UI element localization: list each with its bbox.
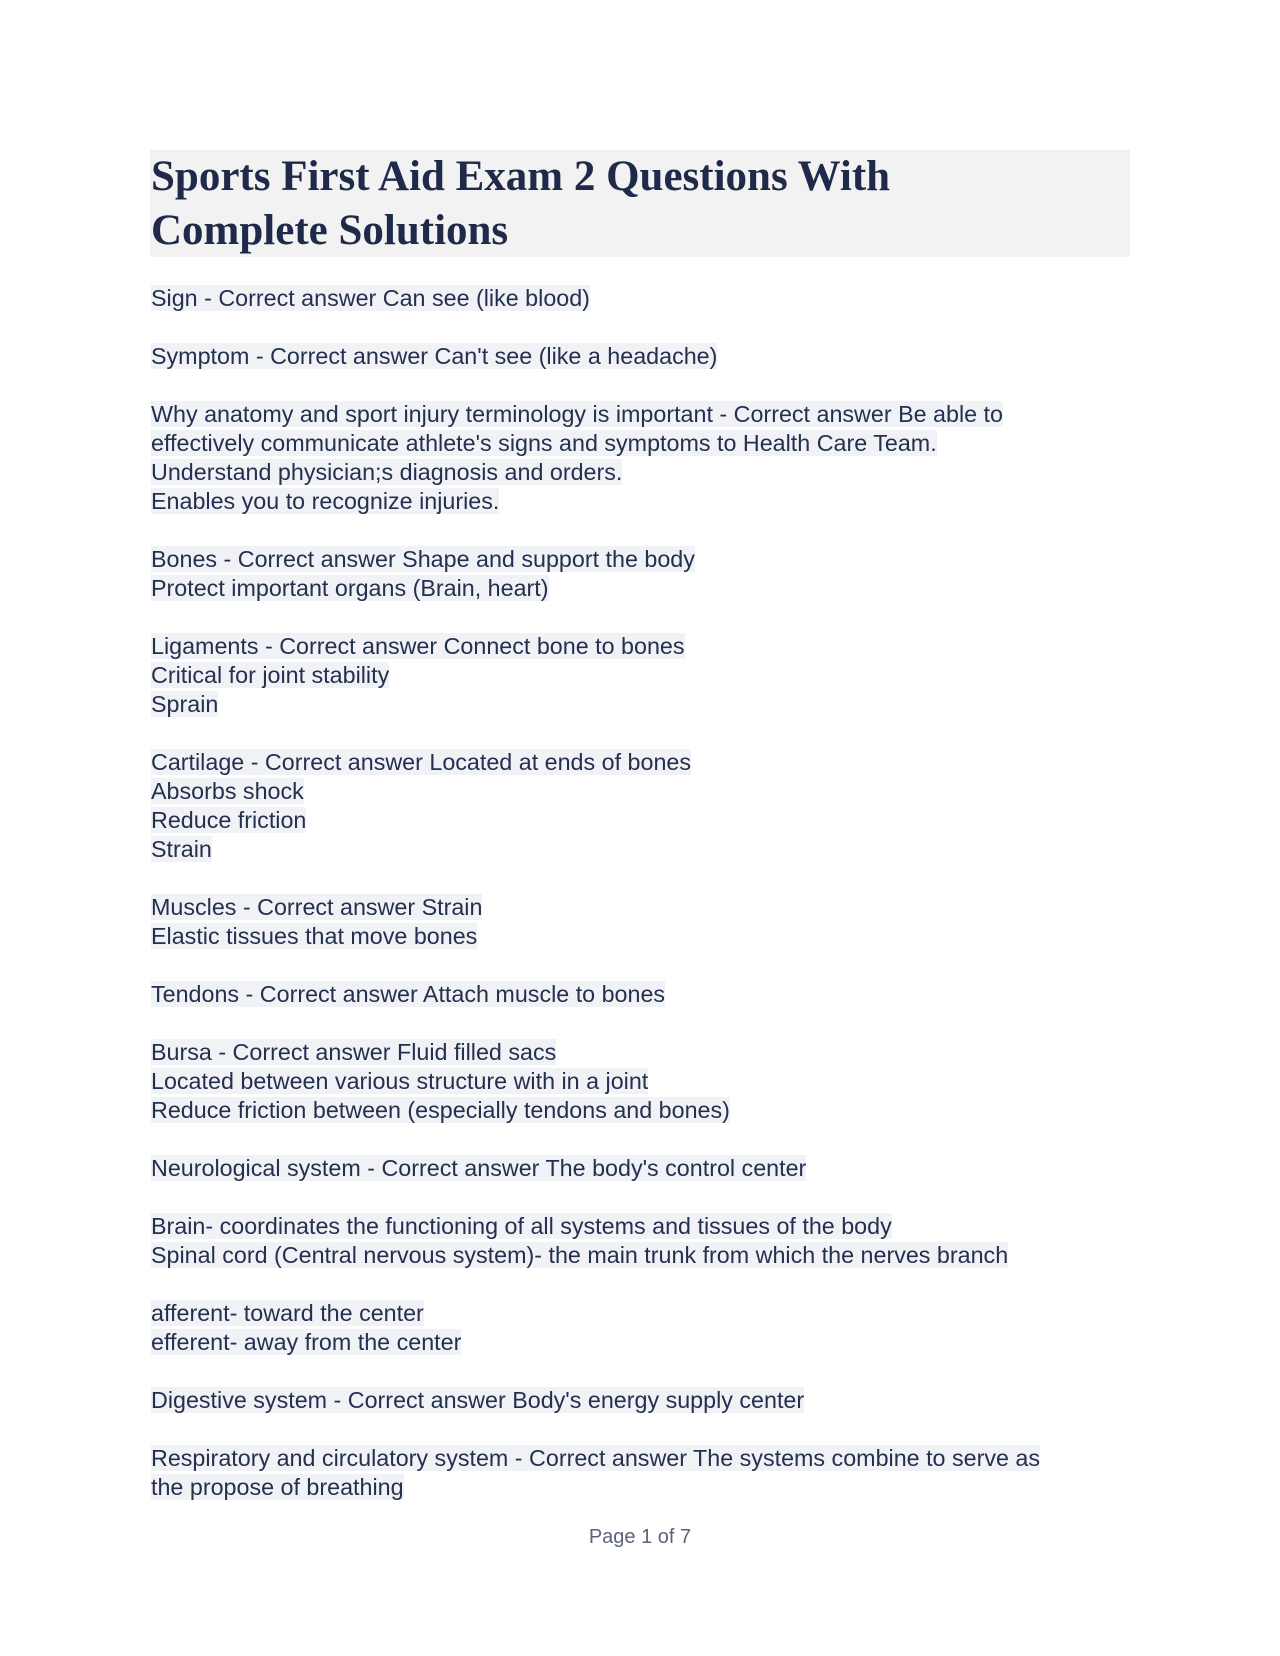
paragraph-line-text: Neurological system - Correct answer The body's control center xyxy=(151,1155,807,1181)
paragraph-line-text: afferent- toward the center xyxy=(151,1300,424,1326)
paragraph-line-text: Understand physician;s diagnosis and orders. xyxy=(151,459,623,485)
qa-paragraph xyxy=(151,1212,1131,1270)
paragraph-line-text: Sign - Correct answer Can see (like blood) xyxy=(151,285,590,311)
paragraph-line-text: Absorbs shock xyxy=(151,778,304,804)
paragraph-line xyxy=(151,1096,1131,1125)
paragraph-line xyxy=(151,342,1131,371)
paragraph-line xyxy=(151,1473,1131,1502)
paragraph-line-text: the propose of breathing xyxy=(151,1474,404,1500)
paragraph-line-text: Reduce friction between (especially tendons and bones) xyxy=(151,1097,730,1123)
paragraph-line-text: Spinal cord (Central nervous system)- the main trunk from which the nerves branch xyxy=(151,1242,1009,1268)
title-line: Sports First Aid Exam 2 Questions With xyxy=(151,153,891,200)
qa-paragraph xyxy=(151,400,1131,516)
paragraph-line-text: Digestive system - Correct answer Body's energy supply center xyxy=(151,1387,805,1413)
paragraph-line-text: Muscles - Correct answer Strain xyxy=(151,894,483,920)
paragraph-line xyxy=(151,690,1131,719)
paragraph-line-text: Elastic tissues that move bones xyxy=(151,923,478,949)
paragraph-line-text: efferent- away from the center xyxy=(151,1329,462,1355)
paragraph-line-text: Located between various structure with in a joint xyxy=(151,1068,649,1094)
paragraph-line xyxy=(151,1386,1131,1415)
qa-paragraph xyxy=(151,1038,1131,1125)
paragraph-line xyxy=(151,748,1131,777)
paragraph-line xyxy=(151,806,1131,835)
paragraph-line-text: Critical for joint stability xyxy=(151,662,390,688)
paragraph-line-text: Symptom - Correct answer Can't see (like a headache) xyxy=(151,343,718,369)
paragraph-line-text: Respiratory and circulatory system - Correct answer The systems combine to serve as xyxy=(151,1445,1041,1471)
paragraph-line xyxy=(151,1212,1131,1241)
qa-paragraph xyxy=(151,748,1131,864)
paragraph-line xyxy=(151,1299,1131,1328)
paragraph-line xyxy=(151,487,1131,516)
paragraph-line xyxy=(151,777,1131,806)
paragraph-line xyxy=(151,1154,1131,1183)
paragraph-line xyxy=(151,980,1131,1009)
paragraph-line-text: Sprain xyxy=(151,691,219,717)
paragraph-line xyxy=(151,661,1131,690)
paragraph-line xyxy=(151,1444,1131,1473)
paragraph-line xyxy=(151,574,1131,603)
qa-paragraph xyxy=(151,893,1131,951)
page-number-footer: Page 1 of 7 xyxy=(588,1526,692,1548)
paragraph-line-text: Strain xyxy=(151,836,212,862)
paragraph-line-text: Bones - Correct answer Shape and support the body xyxy=(151,546,695,572)
qa-paragraph xyxy=(151,342,1131,371)
paragraph-line-text: Cartilage - Correct answer Located at ends of bones xyxy=(151,749,692,775)
document-title xyxy=(150,150,1130,257)
paragraph-line xyxy=(151,284,1131,313)
qa-paragraph xyxy=(151,284,1131,313)
paragraph-line xyxy=(151,893,1131,922)
paragraph-line xyxy=(151,1241,1131,1270)
paragraph-line xyxy=(151,1328,1131,1357)
paragraph-line xyxy=(151,835,1131,864)
paragraph-line-text: Brain- coordinates the functioning of all systems and tissues of the body xyxy=(151,1213,892,1239)
paragraph-line xyxy=(151,429,1131,458)
paragraph-line-text: Bursa - Correct answer Fluid filled sacs xyxy=(151,1039,557,1065)
paragraph-line xyxy=(151,545,1131,574)
paragraph-line xyxy=(151,458,1131,487)
paragraph-line xyxy=(151,400,1131,429)
paragraph-line-text: effectively communicate athlete's signs and symptoms to Health Care Team. xyxy=(151,430,937,456)
paragraph-line-text: Reduce friction xyxy=(151,807,307,833)
document-body xyxy=(151,284,1131,1531)
paragraph-line xyxy=(151,1038,1131,1067)
paragraph-line-text: Enables you to recognize injuries. xyxy=(151,488,500,514)
qa-paragraph xyxy=(151,1154,1131,1183)
paragraph-line xyxy=(151,922,1131,951)
paragraph-line-text: Protect important organs (Brain, heart) xyxy=(151,575,549,601)
paragraph-line xyxy=(151,632,1131,661)
paragraph-line-text: Why anatomy and sport injury terminology is important - Correct answer Be able to xyxy=(151,401,1003,427)
qa-paragraph xyxy=(151,632,1131,719)
qa-paragraph xyxy=(151,1444,1131,1502)
paragraph-line-text: Tendons - Correct answer Attach muscle to bones xyxy=(151,981,666,1007)
paragraph-line-text: Ligaments - Correct answer Connect bone to bones xyxy=(151,633,685,659)
paragraph-line xyxy=(151,1067,1131,1096)
qa-paragraph xyxy=(151,1386,1131,1415)
qa-paragraph xyxy=(151,545,1131,603)
title-line: Complete Solutions xyxy=(151,207,509,254)
qa-paragraph xyxy=(151,980,1131,1009)
qa-paragraph xyxy=(151,1299,1131,1357)
